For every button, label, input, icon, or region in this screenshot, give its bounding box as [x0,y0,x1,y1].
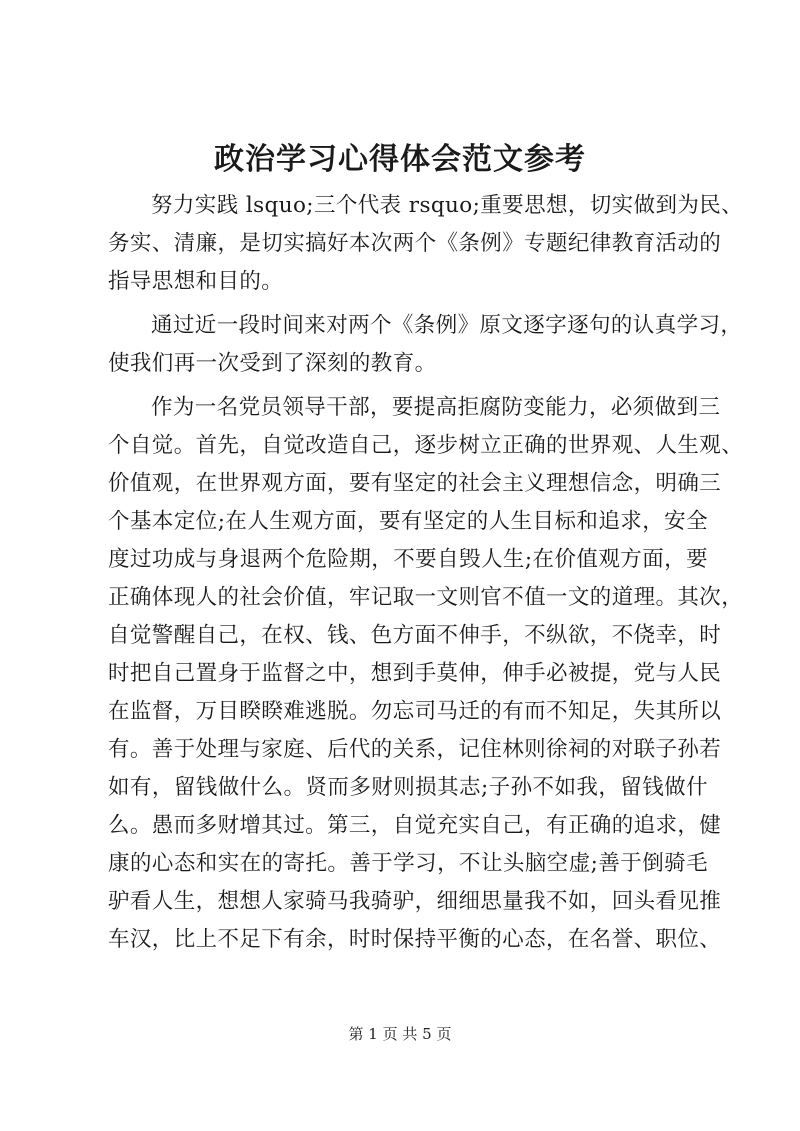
paragraph-3 [108,389,744,959]
document-body [108,187,744,959]
paragraph-line: 自觉警醒自己，在权、钱、色方面不伸手，不纵欲，不侥幸，时 [108,623,722,648]
paragraph-line: 努力实践 lsquo;三个代表 rsquo;重要思想，切实做到为民、 [151,193,744,218]
paragraph-line: 有。善于处理与家庭、后代的关系，记住林则徐祠的对联子孙若 [108,737,722,762]
paragraph-line: 如有，留钱做什么。贤而多财则损其志;子孙不如我，留钱做什 [108,775,708,800]
document-title: 政治学习心得体会范文参考 [214,142,586,177]
paragraph-1 [108,187,744,301]
paragraph-line: 使我们再一次受到了深刻的教育。 [108,351,437,376]
paragraph-line: 正确体现人的社会价值，牢记取一文则官不值一文的道理。其次， [108,585,744,610]
paragraph-line: 度过功成与身退两个危险期，不要自毁人生;在价值观方面，要 [108,547,708,572]
paragraph-line: 价值观，在世界观方面，要有坚定的社会主义理想信念，明确三 [108,471,722,496]
paragraph-line: 康的心态和实在的寄托。善于学习，不让头脑空虚;善于倒骑毛 [108,851,708,876]
paragraph-line: 驴看人生，想想人家骑马我骑驴，细细思量我不如，回头看见推 [108,889,722,914]
paragraph-line: 指导思想和目的。 [108,269,284,294]
paragraph-line: 通过近一段时间来对两个《条例》原文逐字逐句的认真学习， [151,313,743,338]
paragraph-2 [108,307,743,383]
paragraph-line: 车汉，比上不足下有余，时时保持平衡的心态，在名誉、职位、 [108,927,722,952]
paragraph-line: 务实、清廉，是切实搞好本次两个《条例》专题纪律教育活动的 [108,231,722,256]
paragraph-line: 在监督，万目睽睽难逃脱。勿忘司马迁的有而不知足，失其所以 [108,699,722,724]
paragraph-line: 个自觉。首先，自觉改造自己，逐步树立正确的世界观、人生观、 [108,433,744,458]
paragraph-line: 作为一名党员领导干部，要提高拒腐防变能力，必须做到三 [151,395,721,420]
paragraph-line: 时把自己置身于监督之中，想到手莫伸，伸手必被提，党与人民 [108,661,722,686]
page-footer: 第 1 页 共 5 页 [348,1025,452,1043]
paragraph-line: 么。愚而多财增其过。第三，自觉充实自己，有正确的追求，健 [108,813,722,838]
paragraph-line: 个基本定位;在人生观方面，要有坚定的人生目标和追求，安全 [108,509,708,534]
